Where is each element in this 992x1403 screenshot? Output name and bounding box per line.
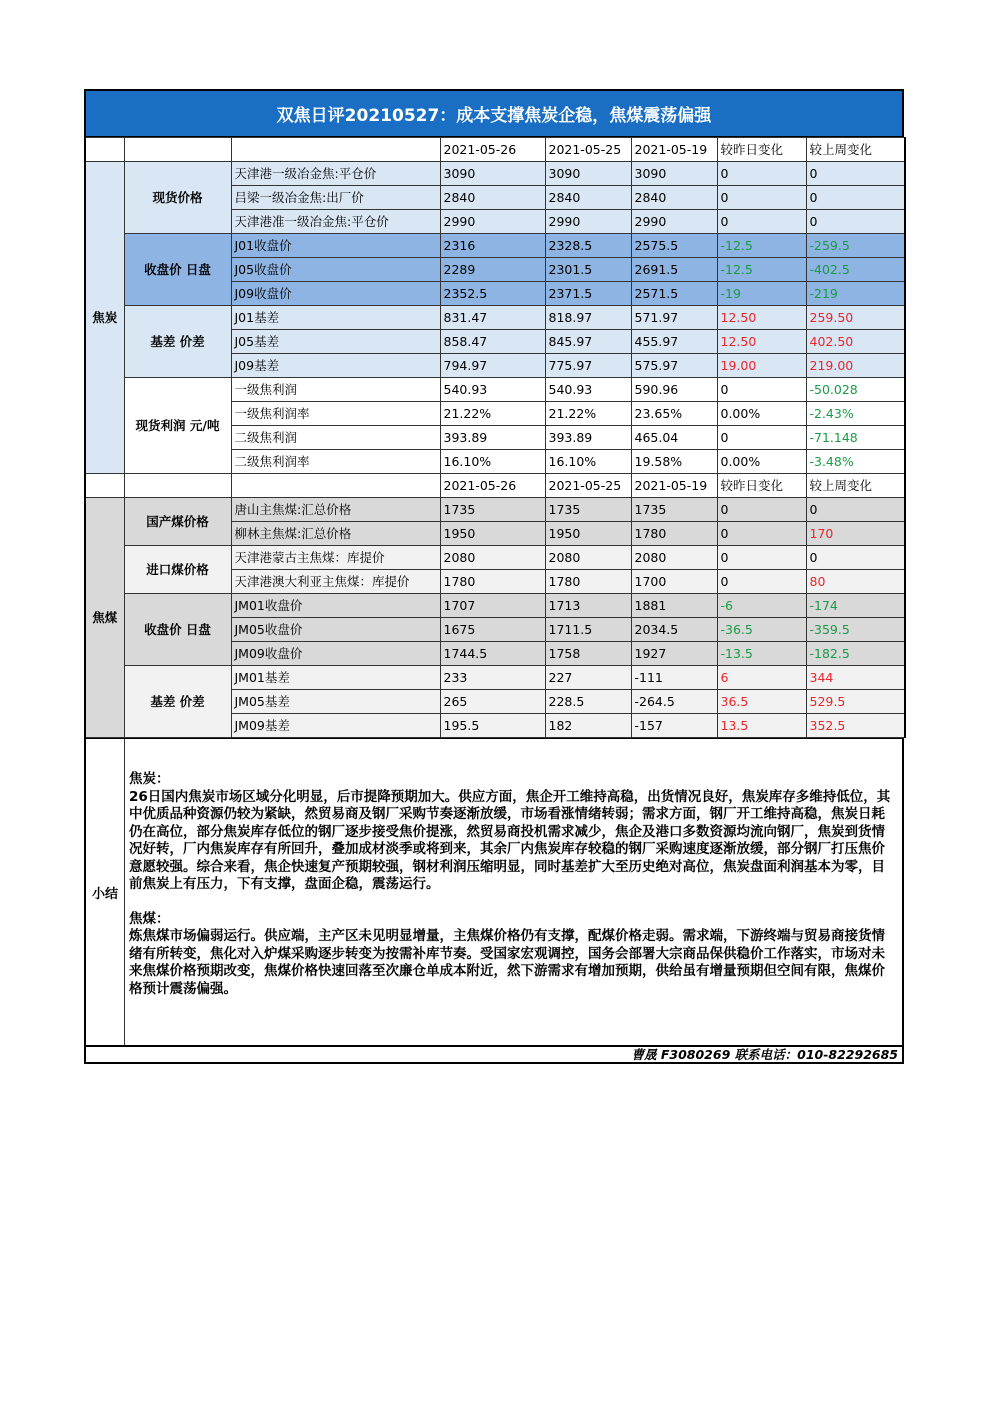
table-row — [85, 378, 905, 402]
value-cell: 2990 — [545, 210, 631, 234]
item-name: JM01基差 — [231, 666, 440, 690]
value-cell: 775.97 — [545, 354, 631, 378]
value-cell: 540.93 — [545, 378, 631, 402]
column-header: 较上周变化 — [806, 474, 905, 498]
value-cell: 1780 — [545, 570, 631, 594]
item-name: 柳林主焦煤:汇总价格 — [231, 522, 440, 546]
value-cell: 352.5 — [806, 714, 905, 738]
value-cell: 1735 — [545, 498, 631, 522]
report-title: 双焦日评20210527：成本支撑焦炭企稳，焦煤震荡偏强 — [84, 89, 904, 137]
header-blank — [231, 474, 440, 498]
value-cell: -6 — [717, 594, 806, 618]
item-name: 天津港准一级冶金焦:平仓价 — [231, 210, 440, 234]
value-cell: 2840 — [631, 186, 717, 210]
value-cell: -2.43% — [806, 402, 905, 426]
column-header: 2021-05-26 — [440, 474, 545, 498]
value-cell: 2371.5 — [545, 282, 631, 306]
value-cell: 575.97 — [631, 354, 717, 378]
value-cell: -111 — [631, 666, 717, 690]
item-name: J05收盘价 — [231, 258, 440, 282]
value-cell: -359.5 — [806, 618, 905, 642]
table-row — [85, 234, 905, 258]
value-cell: 16.10% — [440, 450, 545, 474]
value-cell: 80 — [806, 570, 905, 594]
value-cell: 12.50 — [717, 330, 806, 354]
value-cell: 1950 — [440, 522, 545, 546]
coke-summary-text: 26日国内焦炭市场区域分化明显，后市提降预期加大。供应方面，焦企开工维持高稳，出货情况良好，焦炭库存多维持低位，其中优质品种资源仍较为紧缺，然贸易商及钢厂采购节奏逐渐放缓，市场看涨情绪转弱；需求方面，钢厂开工维持高稳，焦炭日耗仍在高位，部分焦炭库存低位的钢厂逐步接受焦价提涨，然贸易商投机需求减少，焦企及港口多数资源均流向钢厂，焦炭到货情况好转，厂内焦炭库存有所回升，叠加成材淡季或将到来，其余厂内焦炭库存较稳的钢厂采购速度逐渐放缓，部分钢厂打压焦价意愿较强。综合来看，焦企快速复产预期较强，钢材利润压缩明显，同时基差扩大至历史绝对高位，焦炭盘面利润基本为零，目前焦炭上有压力，下有支撑，盘面企稳，震荡运行。 — [129, 788, 891, 892]
value-cell: 19.58% — [631, 450, 717, 474]
value-cell: 227 — [545, 666, 631, 690]
column-header: 2021-05-25 — [545, 474, 631, 498]
item-name: 二级焦利润 — [231, 426, 440, 450]
item-name: J01基差 — [231, 306, 440, 330]
coal-summary-title: 焦煤： — [129, 910, 170, 927]
value-cell: 3090 — [440, 162, 545, 186]
value-cell: 0 — [717, 546, 806, 570]
table-row — [85, 162, 905, 186]
table-row — [85, 546, 905, 570]
group-label: 收盘价 日盘 — [124, 594, 231, 666]
value-cell: 455.97 — [631, 330, 717, 354]
table-row — [85, 594, 905, 618]
value-cell: 1713 — [545, 594, 631, 618]
value-cell: -259.5 — [806, 234, 905, 258]
group-label: 基差 价差 — [124, 666, 231, 738]
value-cell: -402.5 — [806, 258, 905, 282]
item-name: JM01收盘价 — [231, 594, 440, 618]
value-cell: 0 — [717, 426, 806, 450]
value-cell: 540.93 — [440, 378, 545, 402]
value-cell: 3090 — [631, 162, 717, 186]
value-cell: 1711.5 — [545, 618, 631, 642]
column-header: 较昨日变化 — [717, 138, 806, 162]
value-cell: 2080 — [545, 546, 631, 570]
value-cell: 590.96 — [631, 378, 717, 402]
column-header: 较上周变化 — [806, 138, 905, 162]
value-cell: 1735 — [440, 498, 545, 522]
value-cell: -264.5 — [631, 690, 717, 714]
item-name: 吕梁一级冶金焦:出厂价 — [231, 186, 440, 210]
price-table — [84, 137, 906, 738]
header-blank — [85, 474, 124, 498]
header-blank — [124, 474, 231, 498]
value-cell: 1927 — [631, 642, 717, 666]
value-cell: 6 — [717, 666, 806, 690]
item-name: J09收盘价 — [231, 282, 440, 306]
value-cell: 0 — [717, 522, 806, 546]
value-cell: 19.00 — [717, 354, 806, 378]
value-cell: 13.5 — [717, 714, 806, 738]
value-cell: 2571.5 — [631, 282, 717, 306]
table-header-row — [85, 138, 905, 162]
value-cell: 1780 — [631, 522, 717, 546]
value-cell: 1700 — [631, 570, 717, 594]
value-cell: -182.5 — [806, 642, 905, 666]
coal-summary-text: 炼焦煤市场偏弱运行。供应端，主产区未见明显增量，主焦煤价格仍有支撑，配煤价格走弱。需求端，下游终端与贸易商接货情绪有所转变，焦化对入炉煤采购逐步转变为按需补库节奏。受国家宏观调控，国务会部署大宗商品保供稳价工作落实，市场对未来焦煤价格预期改变，焦煤价格快速回落至次廉仓单成本附近，然下游需求有增加预期，供给虽有增量预期但空间有限，焦煤价格预计震荡偏强。 — [129, 928, 885, 997]
group-label: 收盘价 日盘 — [124, 234, 231, 306]
value-cell: 402.50 — [806, 330, 905, 354]
value-cell: -219 — [806, 282, 905, 306]
value-cell: 2352.5 — [440, 282, 545, 306]
value-cell: 0 — [717, 210, 806, 234]
value-cell: 845.97 — [545, 330, 631, 354]
header-blank — [231, 138, 440, 162]
value-cell: 16.10% — [545, 450, 631, 474]
value-cell: 1950 — [545, 522, 631, 546]
value-cell: 0 — [717, 378, 806, 402]
value-cell: -174 — [806, 594, 905, 618]
column-header: 较昨日变化 — [717, 474, 806, 498]
value-cell: 0 — [806, 546, 905, 570]
item-name: 天津港澳大利亚主焦煤：库提价 — [231, 570, 440, 594]
report-sheet — [84, 89, 904, 1064]
group-label: 现货价格 — [124, 162, 231, 234]
table-row — [85, 306, 905, 330]
value-cell: 571.97 — [631, 306, 717, 330]
item-name: 一级焦利润 — [231, 378, 440, 402]
author-contact: 曹晟 F3080269 联系电话：010-82292685 — [84, 1046, 904, 1064]
value-cell: 0 — [806, 210, 905, 234]
value-cell: 219.00 — [806, 354, 905, 378]
value-cell: 1881 — [631, 594, 717, 618]
value-cell: 2990 — [631, 210, 717, 234]
value-cell: 393.89 — [545, 426, 631, 450]
item-name: J09基差 — [231, 354, 440, 378]
value-cell: -71.148 — [806, 426, 905, 450]
value-cell: 529.5 — [806, 690, 905, 714]
value-cell: 0 — [806, 186, 905, 210]
item-name: 天津港一级冶金焦:平仓价 — [231, 162, 440, 186]
value-cell: 21.22% — [545, 402, 631, 426]
value-cell: 0.00% — [717, 402, 806, 426]
value-cell: 3090 — [545, 162, 631, 186]
value-cell: 195.5 — [440, 714, 545, 738]
value-cell: 465.04 — [631, 426, 717, 450]
value-cell: 2840 — [440, 186, 545, 210]
group-label: 国产煤价格 — [124, 498, 231, 546]
value-cell: 2080 — [440, 546, 545, 570]
value-cell: -157 — [631, 714, 717, 738]
value-cell: 2328.5 — [545, 234, 631, 258]
value-cell: 265 — [440, 690, 545, 714]
coke-summary-title: 焦炭： — [129, 771, 170, 787]
value-cell: 0 — [717, 186, 806, 210]
value-cell: 831.47 — [440, 306, 545, 330]
value-cell: 393.89 — [440, 426, 545, 450]
header-blank — [85, 138, 124, 162]
value-cell: 23.65% — [631, 402, 717, 426]
value-cell: 0 — [717, 498, 806, 522]
summary-label: 小结 — [86, 739, 125, 1045]
table-row — [85, 666, 905, 690]
value-cell: 170 — [806, 522, 905, 546]
value-cell: 2990 — [440, 210, 545, 234]
value-cell: 2316 — [440, 234, 545, 258]
value-cell: 0 — [717, 162, 806, 186]
value-cell: 2575.5 — [631, 234, 717, 258]
item-name: JM09基差 — [231, 714, 440, 738]
value-cell: 233 — [440, 666, 545, 690]
column-header: 2021-05-19 — [631, 474, 717, 498]
value-cell: 2301.5 — [545, 258, 631, 282]
summary-body — [125, 739, 902, 1045]
value-cell: 12.50 — [717, 306, 806, 330]
summary-section — [84, 738, 904, 1046]
category-label: 焦煤 — [85, 498, 124, 738]
table-header-row — [85, 474, 905, 498]
group-label: 现货利润 元/吨 — [124, 378, 231, 474]
item-name: JM09收盘价 — [231, 642, 440, 666]
value-cell: 1735 — [631, 498, 717, 522]
value-cell: 1780 — [440, 570, 545, 594]
value-cell: 36.5 — [717, 690, 806, 714]
item-name: J05基差 — [231, 330, 440, 354]
item-name: 一级焦利润率 — [231, 402, 440, 426]
value-cell: 0 — [717, 570, 806, 594]
value-cell: 182 — [545, 714, 631, 738]
value-cell: -19 — [717, 282, 806, 306]
value-cell: -12.5 — [717, 234, 806, 258]
item-name: 二级焦利润率 — [231, 450, 440, 474]
value-cell: 794.97 — [440, 354, 545, 378]
value-cell: -36.5 — [717, 618, 806, 642]
value-cell: 0.00% — [717, 450, 806, 474]
value-cell: 858.47 — [440, 330, 545, 354]
value-cell: 259.50 — [806, 306, 905, 330]
value-cell: -3.48% — [806, 450, 905, 474]
item-name: JM05收盘价 — [231, 618, 440, 642]
value-cell: 228.5 — [545, 690, 631, 714]
column-header: 2021-05-25 — [545, 138, 631, 162]
item-name: 唐山主焦煤:汇总价格 — [231, 498, 440, 522]
value-cell: -12.5 — [717, 258, 806, 282]
value-cell: -50.028 — [806, 378, 905, 402]
header-blank — [124, 138, 231, 162]
value-cell: 0 — [806, 162, 905, 186]
group-label: 基差 价差 — [124, 306, 231, 378]
value-cell: 2080 — [631, 546, 717, 570]
value-cell: 1675 — [440, 618, 545, 642]
category-label: 焦炭 — [85, 162, 124, 474]
group-label: 进口煤价格 — [124, 546, 231, 594]
value-cell: 21.22% — [440, 402, 545, 426]
value-cell: 1744.5 — [440, 642, 545, 666]
item-name: J01收盘价 — [231, 234, 440, 258]
value-cell: 0 — [806, 498, 905, 522]
value-cell: 2840 — [545, 186, 631, 210]
column-header: 2021-05-19 — [631, 138, 717, 162]
value-cell: 2691.5 — [631, 258, 717, 282]
value-cell: 818.97 — [545, 306, 631, 330]
item-name: JM05基差 — [231, 690, 440, 714]
column-header: 2021-05-26 — [440, 138, 545, 162]
item-name: 天津港蒙古主焦煤：库提价 — [231, 546, 440, 570]
value-cell: 2289 — [440, 258, 545, 282]
value-cell: 1707 — [440, 594, 545, 618]
value-cell: -13.5 — [717, 642, 806, 666]
value-cell: 344 — [806, 666, 905, 690]
table-row — [85, 498, 905, 522]
value-cell: 2034.5 — [631, 618, 717, 642]
value-cell: 1758 — [545, 642, 631, 666]
